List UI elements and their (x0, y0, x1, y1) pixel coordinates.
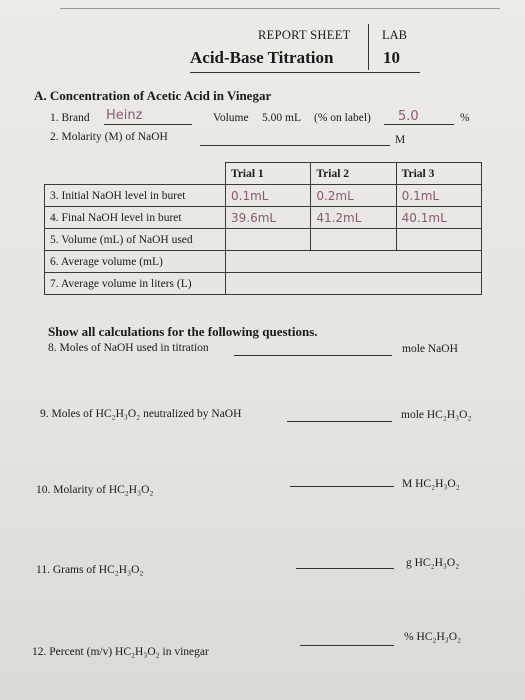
q1-brand-label: 1. Brand (50, 112, 90, 124)
titration-data-table (44, 162, 482, 295)
q8-unit: mole NaOH (402, 343, 458, 355)
header-divider-horizontal (190, 72, 420, 73)
q10-label: 10. Molarity of HC₂H₃O₂ (36, 484, 154, 496)
table-header-blank (45, 163, 226, 185)
lab-number: 10 (383, 48, 400, 67)
q1-on-label: (% on label) (314, 112, 371, 124)
cell-average-liters[interactable] (226, 273, 482, 295)
row-label-volume-used: 5. Volume (mL) of NaOH used (45, 229, 226, 251)
q1-percent-unit: % (460, 112, 470, 124)
q11-answer-line[interactable] (296, 568, 394, 569)
row-label-final: 4. Final NaOH level in buret (45, 207, 226, 229)
q12-answer-line[interactable] (300, 645, 394, 646)
cell-final-trial-1[interactable]: 39.6mL (226, 207, 311, 229)
table-row (45, 251, 482, 273)
page-title: Acid-Base Titration (190, 48, 334, 67)
top-rule (60, 8, 500, 9)
row-label-average-liters: 7. Average volume in liters (L) (45, 273, 226, 295)
cell-final-trial-3[interactable]: 40.1mL (396, 207, 481, 229)
q10-unit: M HC₂H₃O₂ (402, 478, 460, 490)
cell-final-trial-2[interactable]: 41.2mL (311, 207, 396, 229)
q1-percent-value: 5.0 (398, 109, 419, 124)
q12-label: 12. Percent (m/v) HC₂H₃O₂ in vinegar (32, 646, 209, 658)
cell-volume-trial-3[interactable] (396, 229, 481, 251)
table-header-trial-3: Trial 3 (396, 163, 481, 185)
q8-answer-line[interactable] (234, 355, 392, 356)
q9-unit: mole HC₂H₃O₂ (401, 409, 472, 421)
row-label-initial: 3. Initial NaOH level in buret (45, 185, 226, 207)
q2-unit: M (395, 134, 406, 146)
q8-label: 8. Moles of NaOH used in titration (48, 342, 209, 354)
q9-answer-line[interactable] (287, 421, 392, 422)
lab-label: LAB (382, 28, 407, 42)
q1-brand-value: Heinz (106, 108, 143, 123)
table-header-row (45, 163, 482, 185)
table-header-trial-1: Trial 1 (226, 163, 311, 185)
cell-volume-trial-1[interactable] (226, 229, 311, 251)
cell-average-volume[interactable] (226, 251, 482, 273)
cell-initial-trial-3[interactable]: 0.1mL (396, 185, 481, 207)
q2-answer-line (200, 145, 390, 146)
table-row (45, 185, 482, 207)
q12-unit: % HC₂H₃O₂ (404, 631, 462, 643)
q1-volume-value: 5.00 mL (262, 112, 301, 124)
cell-initial-trial-2[interactable]: 0.2mL (311, 185, 396, 207)
table-row (45, 273, 482, 295)
q1-brand-line (104, 124, 192, 125)
row-label-average-volume: 6. Average volume (mL) (45, 251, 226, 273)
q10-answer-line[interactable] (290, 486, 394, 487)
q11-unit: g HC₂H₃O₂ (406, 557, 460, 569)
q1-percent-line (384, 124, 454, 125)
report-sheet-label: REPORT SHEET (258, 28, 351, 42)
table-row (45, 207, 482, 229)
header-divider-vertical (368, 24, 369, 70)
table-header-trial-2: Trial 2 (311, 163, 396, 185)
q1-volume-label: Volume (213, 112, 249, 124)
calculations-heading: Show all calculations for the following questions. (48, 324, 318, 339)
cell-volume-trial-2[interactable] (311, 229, 396, 251)
table-row (45, 229, 482, 251)
q11-label: 11. Grams of HC₂H₃O₂ (36, 564, 144, 576)
q9-label: 9. Moles of HC₂H₃O₂ neutralized by NaOH (40, 408, 242, 420)
q2-naoh-molarity-label: 2. Molarity (M) of NaOH (50, 131, 168, 143)
cell-initial-trial-1[interactable]: 0.1mL (226, 185, 311, 207)
section-a-title: A. Concentration of Acetic Acid in Vinegar (34, 88, 272, 103)
